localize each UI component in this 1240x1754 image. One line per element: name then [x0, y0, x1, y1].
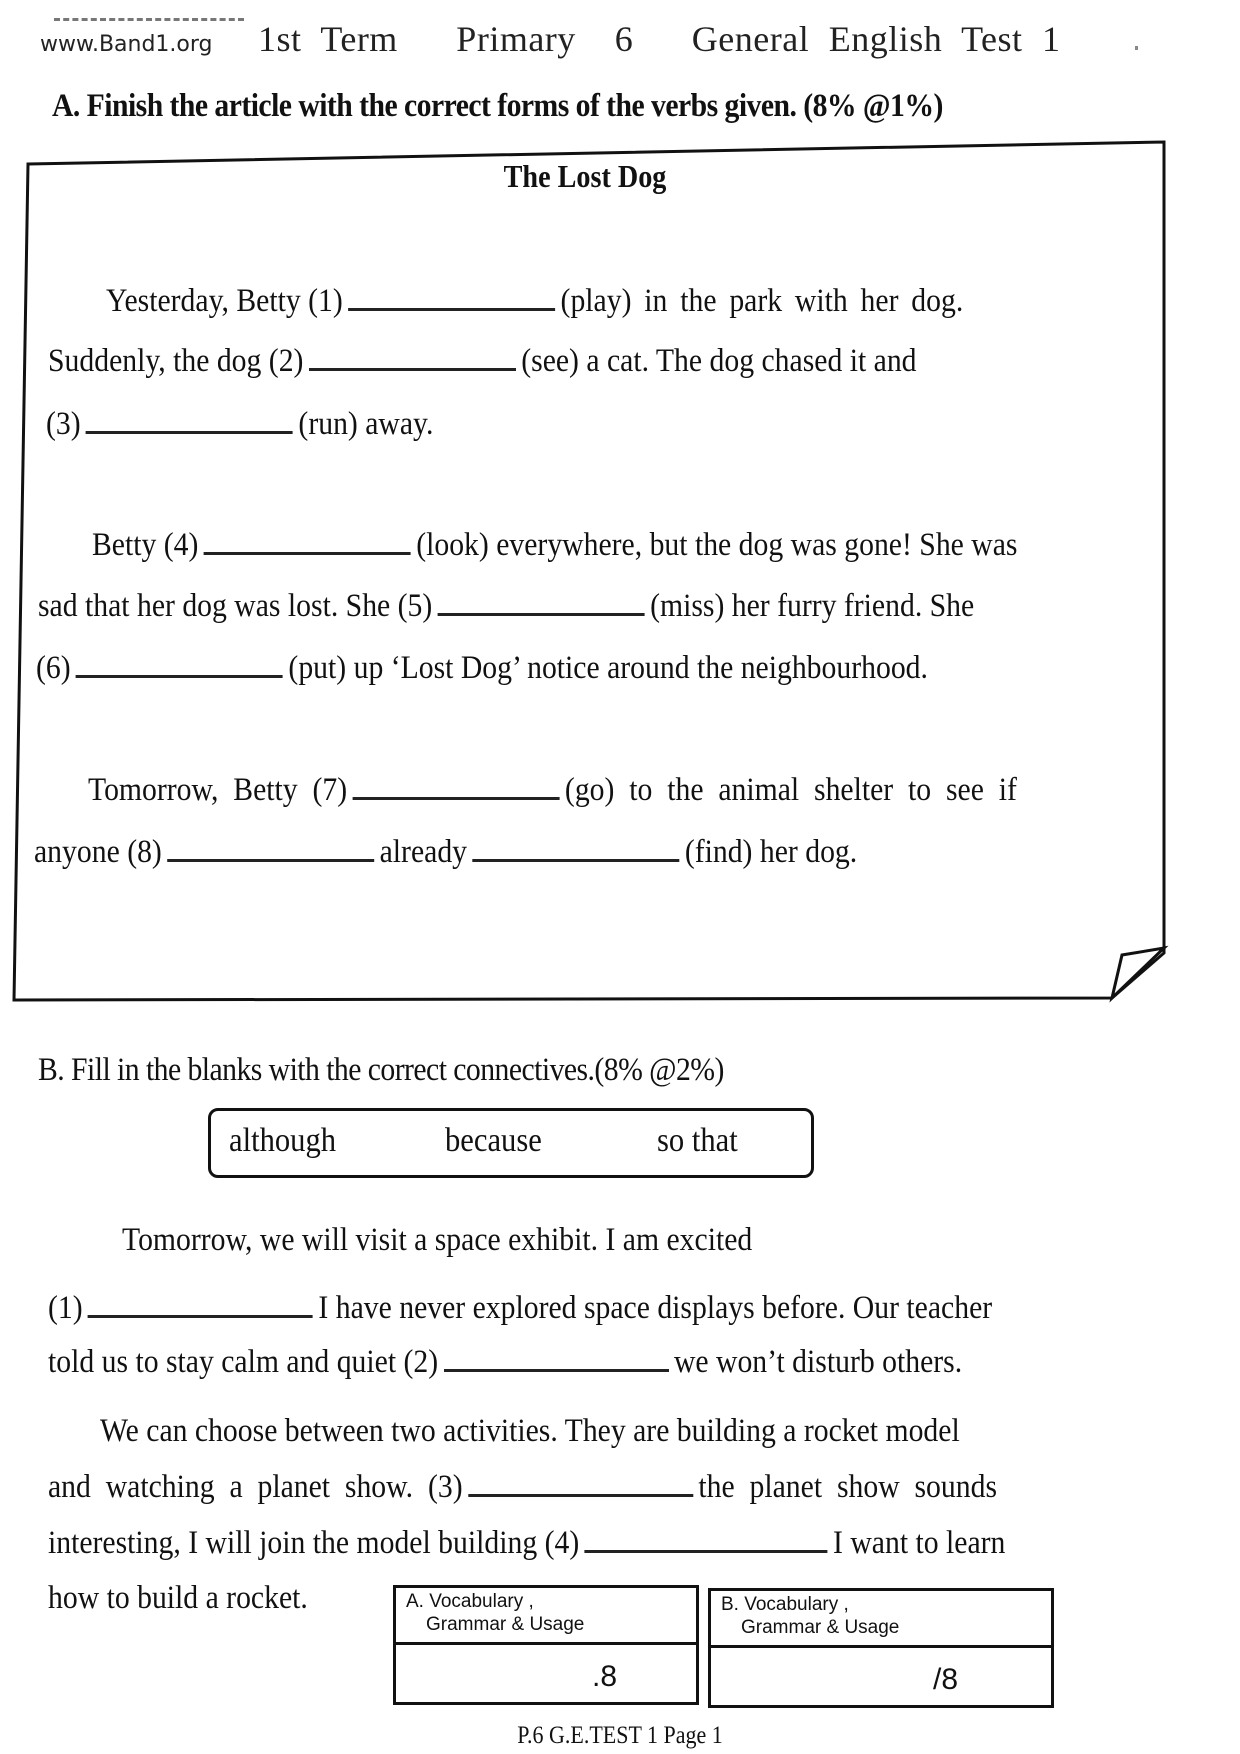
passage-line-3: told us to stay calm and quiet (2) we won’t disturb others. — [48, 1344, 963, 1380]
article-line-8: anyone (8) already (find) her dog. — [34, 834, 858, 870]
article-box-frame — [12, 140, 1192, 1010]
connective-blank-2[interactable] — [444, 1365, 669, 1372]
passage-line-2: (1) I have never explored space displays before. Our teacher — [48, 1290, 993, 1326]
watermark: www.Band1.org — [40, 32, 213, 57]
passage-line-4: We can choose between two activities. They are building a rocket model — [100, 1413, 960, 1449]
answer-blank-1[interactable] — [348, 304, 555, 311]
article-line-3: (3) (run) away. — [46, 406, 434, 442]
article-line-5: sad that her dog was lost. She (5) (miss) her furry friend. She — [38, 588, 975, 624]
header-dashes — [54, 18, 244, 21]
word-bank-item: although — [229, 1122, 337, 1159]
answer-blank-5[interactable] — [438, 609, 645, 616]
answer-blank-7[interactable] — [353, 793, 560, 800]
test-title: 1st Term Primary 6 General English Test 1 — [258, 19, 1061, 59]
page-curl-icon — [1112, 948, 1164, 998]
connective-blank-4[interactable] — [585, 1546, 828, 1553]
passage-line-7: how to build a rocket. — [48, 1580, 308, 1616]
word-bank-item: so that — [657, 1122, 738, 1159]
section-b-heading: B. Fill in the blanks with the correct connectives.(8% @2%) — [38, 1052, 724, 1088]
article-line-1: Yesterday, Betty (1) (play) in the park with her dog. — [106, 283, 964, 319]
answer-blank-4[interactable] — [204, 548, 411, 555]
article-line-4: Betty (4) (look) everywhere, but the dog was gone! She was — [92, 527, 1018, 563]
article-line-6: (6) (put) up ‘Lost Dog’ notice around the neighbourhood. — [36, 650, 928, 686]
score-box-a: A. Vocabulary , Grammar & Usage .8 — [393, 1585, 699, 1705]
score-a-value[interactable]: .8 — [592, 1660, 618, 1693]
article-line-2: Suddenly, the dog (2) (see) a cat. The dog chased it and — [48, 343, 917, 379]
answer-blank-6[interactable] — [76, 671, 283, 678]
answer-blank-8a[interactable] — [167, 855, 374, 862]
answer-blank-8b[interactable] — [472, 855, 679, 862]
word-bank-item: because — [445, 1122, 542, 1159]
score-box-b: B. Vocabulary , Grammar & Usage /8 — [708, 1588, 1054, 1708]
scan-dot — [1135, 46, 1138, 50]
answer-blank-3[interactable] — [86, 427, 293, 434]
page-footer: P.6 G.E.TEST 1 Page 1 — [517, 1722, 723, 1749]
section-a-heading: A. Finish the article with the correct forms of the verbs given. (8% @1%) — [52, 88, 943, 124]
connective-blank-3[interactable] — [468, 1490, 693, 1497]
word-bank — [208, 1108, 814, 1178]
connective-blank-1[interactable] — [88, 1311, 313, 1318]
article-line-7: Tomorrow, Betty (7) (go) to the animal shelter to see if — [88, 772, 1017, 808]
passage-line-1: Tomorrow, we will visit a space exhibit. I am excited — [122, 1222, 753, 1258]
answer-blank-2[interactable] — [309, 364, 516, 371]
passage-line-6: interesting, I will join the model building (4) I want to learn — [48, 1525, 1006, 1561]
passage-line-5: and watching a planet show. (3) the planet show sounds — [48, 1469, 998, 1505]
score-b-value[interactable]: /8 — [933, 1663, 959, 1696]
article-title: The Lost Dog — [503, 158, 667, 194]
